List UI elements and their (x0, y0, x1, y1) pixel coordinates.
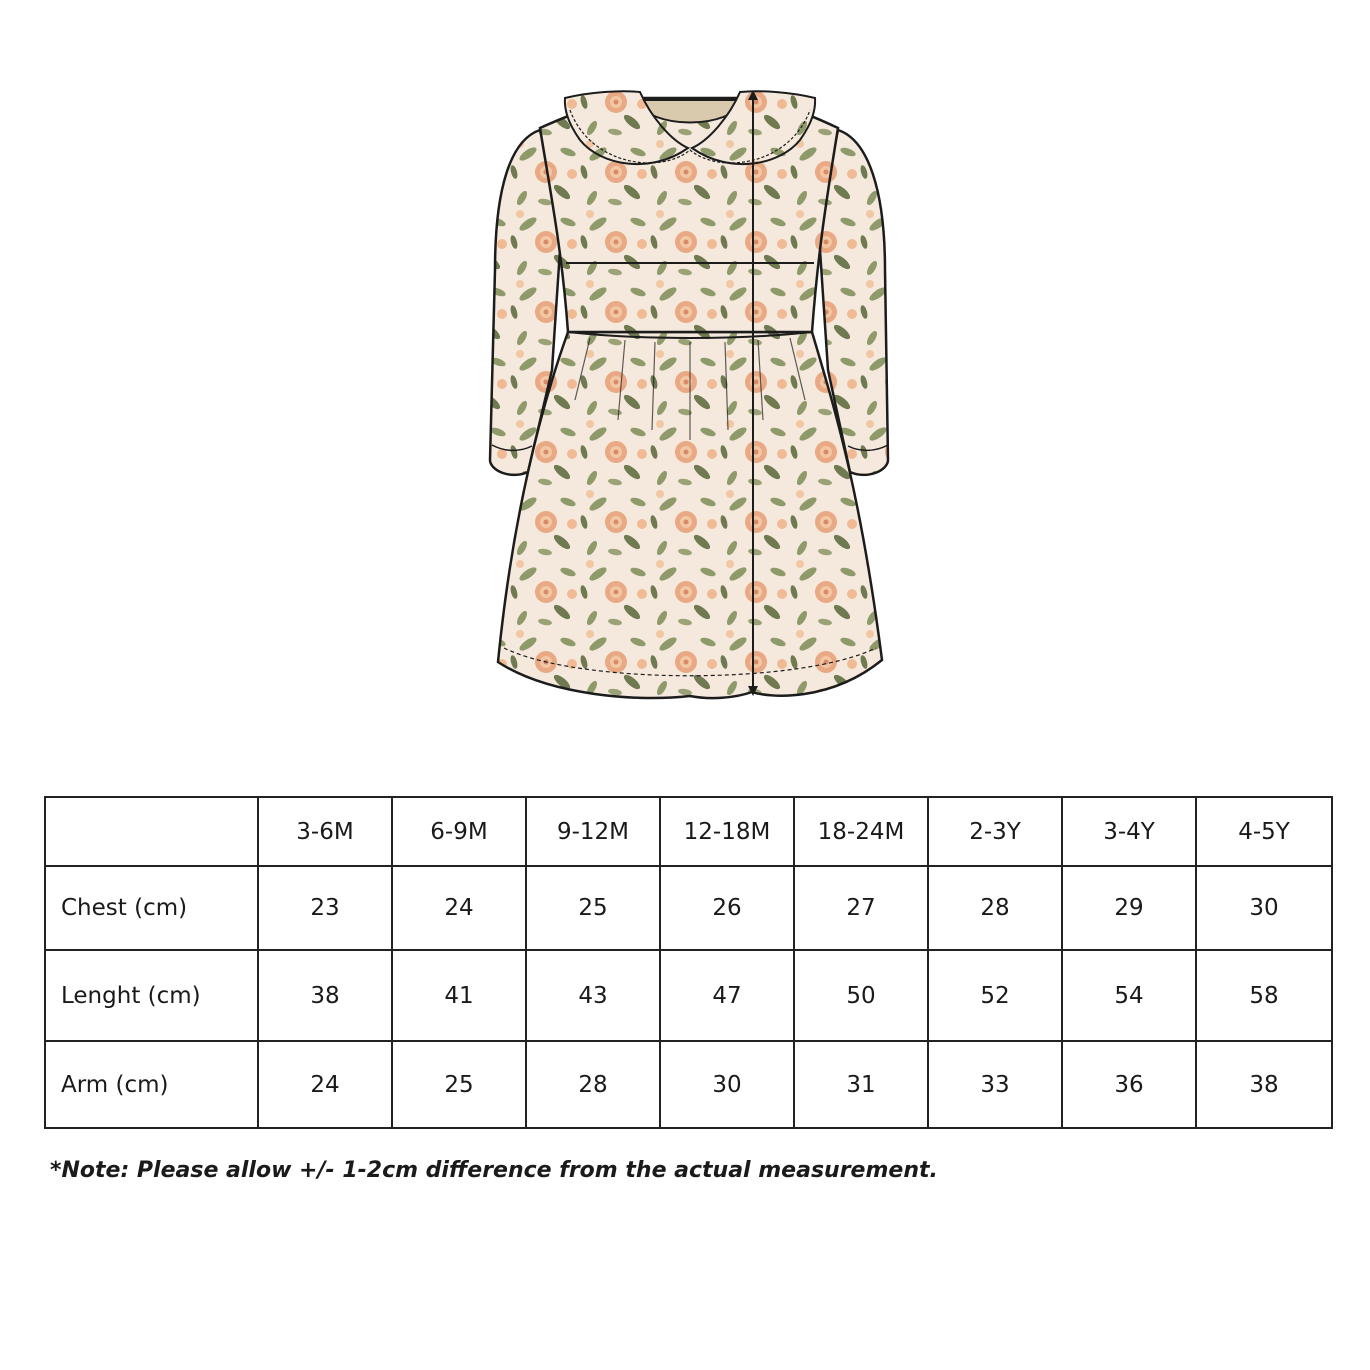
table-cell: 38 (258, 950, 392, 1041)
size-chart-table (44, 796, 1333, 1129)
header-row (45, 797, 1332, 866)
size-header: 3-6M (258, 797, 392, 866)
table-cell: 36 (1062, 1041, 1196, 1128)
table-row-chest (45, 866, 1332, 950)
table-cell: 24 (258, 1041, 392, 1128)
dress-illustration (440, 70, 940, 730)
table-cell: 29 (1062, 866, 1196, 950)
table-cell: 31 (794, 1041, 928, 1128)
table-cell: 33 (928, 1041, 1062, 1128)
table-cell: 28 (928, 866, 1062, 950)
measurement-note: *Note: Please allow +/- 1-2cm difference from the actual measurement. (50, 1158, 938, 1183)
header-blank-cell (45, 797, 258, 866)
table-cell: 38 (1196, 1041, 1332, 1128)
row-label: Lenght (cm) (45, 950, 258, 1041)
row-label: Chest (cm) (45, 866, 258, 950)
table-cell: 58 (1196, 950, 1332, 1041)
table-cell: 43 (526, 950, 660, 1041)
table-cell: 30 (660, 1041, 794, 1128)
table-cell: 30 (1196, 866, 1332, 950)
table-cell: 27 (794, 866, 928, 950)
table-cell: 25 (392, 1041, 526, 1128)
table-cell: 52 (928, 950, 1062, 1041)
size-header: 6-9M (392, 797, 526, 866)
table-row-length (45, 950, 1332, 1041)
size-header: 9-12M (526, 797, 660, 866)
table-cell: 25 (526, 866, 660, 950)
size-header: 2-3Y (928, 797, 1062, 866)
table-cell: 54 (1062, 950, 1196, 1041)
row-label: Arm (cm) (45, 1041, 258, 1128)
size-header: 4-5Y (1196, 797, 1332, 866)
size-header: 18-24M (794, 797, 928, 866)
table-cell: 41 (392, 950, 526, 1041)
size-header: 3-4Y (1062, 797, 1196, 866)
size-header: 12-18M (660, 797, 794, 866)
table-row-arm (45, 1041, 1332, 1128)
table-cell: 24 (392, 866, 526, 950)
table-cell: 50 (794, 950, 928, 1041)
table-cell: 26 (660, 866, 794, 950)
table-cell: 23 (258, 866, 392, 950)
table-cell: 47 (660, 950, 794, 1041)
table-cell: 28 (526, 1041, 660, 1128)
